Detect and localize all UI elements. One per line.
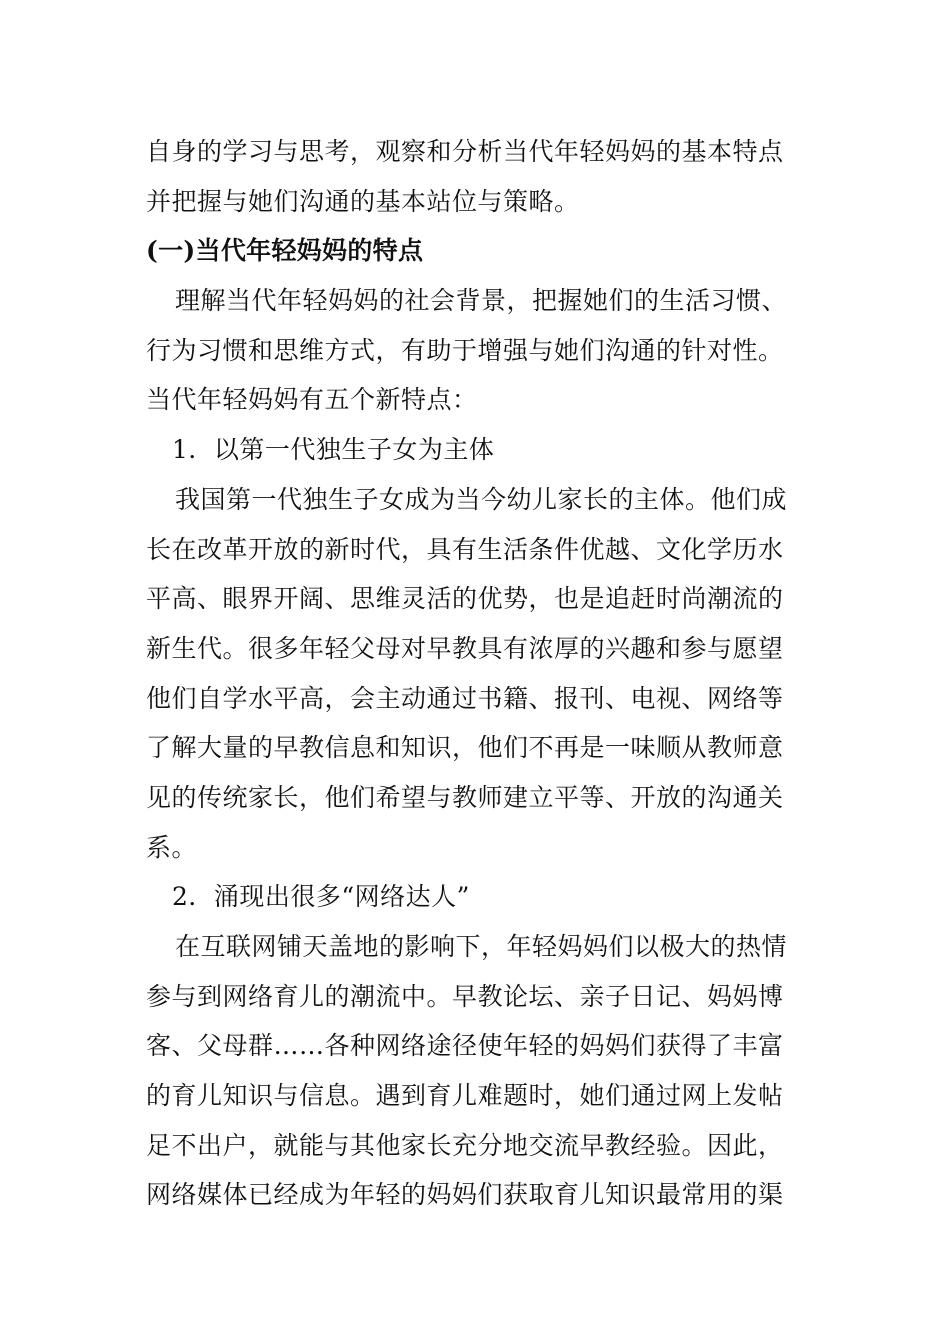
body-text-line: 并把握与她们沟通的基本站位与策略。 xyxy=(146,186,580,216)
section-heading: (一)当代年轻妈妈的特点 xyxy=(146,236,424,266)
body-text-line: 新生代。很多年轻父母对早教具有浓厚的兴趣和参与愿望 xyxy=(146,633,784,663)
subsection-heading: 2．涌现出很多“网络达人” xyxy=(172,882,470,912)
paragraph-first-line: 理解当代年轻妈妈的社会背景，把握她们的生活习惯、 xyxy=(175,286,788,316)
body-text-line: 他们自学水平高，会主动通过书籍、报刊、电视、网络等 xyxy=(146,683,784,713)
body-text-line: 行为习惯和思维方式，有助于增强与她们沟通的针对性。 xyxy=(146,335,784,365)
body-text-line: 平高、眼界开阔、思维灵活的优势，也是追赶时尚潮流的 xyxy=(146,584,784,614)
body-text-line: 系。 xyxy=(146,832,198,862)
body-text-line: 长在改革开放的新时代，具有生活条件优越、文化学历水 xyxy=(146,534,784,564)
paragraph-first-line: 我国第一代独生子女成为当今幼儿家长的主体。他们成 xyxy=(175,484,788,514)
body-text-line: 见的传统家长，他们希望与教师建立平等、开放的沟通关 xyxy=(146,782,784,812)
subsection-heading: 1．以第一代独生子女为主体 xyxy=(172,435,495,465)
body-text-line: 客、父母群……各种网络途径使年轻的妈妈们获得了丰富 xyxy=(146,1031,784,1061)
body-text-line: 网络媒体已经成为年轻的妈妈们获取育儿知识最常用的渠 xyxy=(146,1180,784,1210)
body-text-line: 了解大量的早教信息和知识，他们不再是一味顺从教师意 xyxy=(146,733,784,763)
document-body xyxy=(146,127,818,1220)
body-text-line: 参与到网络育儿的潮流中。早教论坛、亲子日记、妈妈博 xyxy=(146,981,784,1011)
body-text-line: 当代年轻妈妈有五个新特点： xyxy=(146,385,478,415)
body-text-line: 的育儿知识与信息。遇到育儿难题时，她们通过网上发帖 xyxy=(146,1081,784,1111)
paragraph-first-line: 在互联网铺天盖地的影响下，年轻妈妈们以极大的热情 xyxy=(175,932,788,961)
body-text-line: 足不出户，就能与其他家长充分地交流早教经验。因此， xyxy=(146,1130,784,1160)
body-text-line: 自身的学习与思考，观察和分析当代年轻妈妈的基本特点 xyxy=(146,137,784,166)
